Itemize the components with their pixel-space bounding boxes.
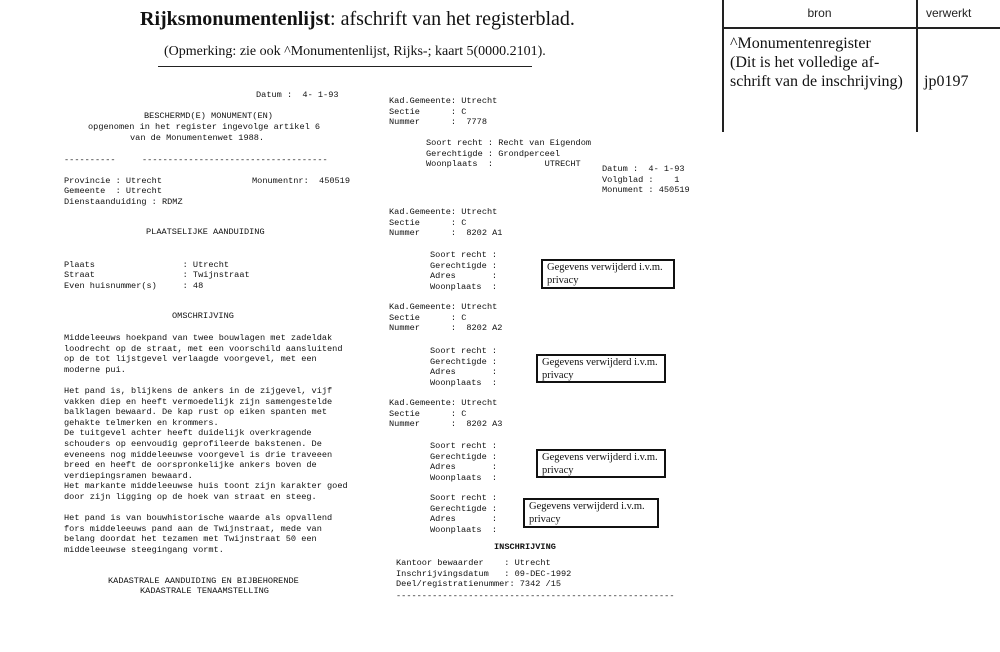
omschrijving-line: moderne pui. — [64, 364, 126, 375]
omschrijving-line: schouders op eenvoudig geprofileerde bakstenen. De — [64, 438, 322, 449]
kad-line: Sectie : C — [389, 312, 467, 323]
table-source-line: (Dit is het volledige af- — [730, 54, 880, 71]
omschrijving-line: breed en heeft de oorspronkelijke ankers boven de — [64, 460, 317, 471]
left-straat: Straat : Twijnstraat — [64, 270, 250, 280]
rights-label: Woonplaats : — [430, 377, 498, 388]
rights-labels-a3 — [430, 441, 497, 483]
rights-label: Gerechtigde : — [430, 356, 498, 367]
table-source-line: ^Monumentenregister — [730, 35, 871, 52]
table-col-source: bron — [807, 6, 832, 20]
privacy-box-a2 — [536, 354, 666, 383]
kad-line: Kad.Gemeente: Utrecht — [389, 398, 498, 408]
privacy-text: Gegevens verwijderd i.v.m. — [542, 357, 658, 368]
kad-line: Nummer : 8202 A2 — [389, 323, 503, 334]
privacy-text: privacy — [542, 464, 574, 476]
left-datum: Datum : 4- 1-93 — [256, 90, 339, 100]
kad-block-a2 — [389, 302, 502, 334]
omschrijving-line: gehakte telmerken en krommers. — [64, 417, 219, 428]
kad-line: Sectie : C — [389, 408, 467, 419]
rights-label: Soort recht : — [430, 250, 498, 260]
privacy-text: privacy — [547, 274, 579, 286]
kad-line: Kad.Gemeente: Utrecht — [389, 207, 498, 217]
title-bold: Rijksmonumentenlijst — [140, 8, 331, 30]
table-header-divider — [722, 27, 1000, 29]
kad-line: Nummer : 7778 — [389, 117, 487, 128]
meta-line: Volgblad : 1 — [602, 174, 680, 185]
rights-label: Soort recht : — [430, 441, 498, 451]
table-processed-cell: jp0197 — [924, 73, 969, 90]
left-plaatselijke: PLAATSELIJKE AANDUIDING — [146, 227, 265, 237]
left-heading-2: opgenomen in het register ingevolge artikel 6 — [88, 122, 321, 132]
left-heading-3: van de Monumentenwet 1988. — [130, 133, 265, 143]
left-plaats: Plaats : Utrecht — [64, 260, 230, 270]
rights-label: Soort recht : — [430, 493, 498, 503]
rights-label: Adres : — [430, 367, 498, 378]
rights-labels-a1 — [430, 250, 497, 292]
rights-line: Gerechtigde : Grondperceel — [426, 148, 561, 159]
omschrijving-line: belang doordat het tezamen met Twijnstraat 50 een — [64, 534, 317, 545]
rights-label: Woonplaats : — [430, 524, 498, 535]
omschrijving-line: Het pand is, blijkens de ankers in de zijgevel, vijf — [64, 385, 333, 396]
privacy-text: Gegevens verwijderd i.v.m. — [547, 262, 663, 273]
omschrijving-line: Het pand is van bouwhistorische waarde als opvallend — [64, 513, 333, 524]
table-source-line: schrift van de inschrijving) — [730, 73, 903, 90]
omschrijving-line: fors middeleeuws pand aan de Twijnstraat, mede van — [64, 523, 322, 534]
page-title — [140, 8, 575, 31]
right-meta — [602, 164, 690, 196]
omschrijving-line: middeleeuwse steegingang vormt. — [64, 544, 224, 555]
omschrijving-line: Het markante middeleeuwse huis toont zijn karakter goed — [64, 481, 348, 492]
kad-line: Nummer : 8202 A1 — [389, 228, 503, 239]
rights-line: Soort recht : Recht van Eigendom — [426, 138, 592, 148]
left-omschrijving-title: OMSCHRIJVING — [172, 311, 234, 321]
kad-block-a3 — [389, 398, 502, 430]
left-gemeente: Gemeente : Utrecht — [64, 186, 162, 196]
rights-label: Adres : — [430, 271, 498, 282]
kad-line: Sectie : C — [389, 106, 467, 117]
left-monumentnr: Monumentnr: 450519 — [252, 176, 350, 186]
rights-label: Woonplaats : — [430, 281, 498, 292]
rights-label: Gerechtigde : — [430, 503, 498, 514]
inschrijving-block — [396, 558, 571, 590]
kad-line: Kad.Gemeente: Utrecht — [389, 302, 498, 312]
rights-label: Adres : — [430, 514, 498, 525]
rights-label: Gerechtigde : — [430, 260, 498, 271]
privacy-box-a3 — [536, 449, 666, 478]
kad-line: Kad.Gemeente: Utrecht — [389, 96, 498, 106]
table-col-processed: verwerkt — [926, 6, 972, 20]
privacy-text: Gegevens verwijderd i.v.m. — [542, 452, 658, 463]
privacy-text: privacy — [542, 369, 574, 381]
meta-line: Datum : 4- 1-93 — [602, 164, 685, 174]
inschrijving-dashes: ------------------------------------------------------ — [396, 591, 675, 601]
header-note: (Opmerking: zie ook ^Monumentenlijst, Rijks-; kaart 5(0000.2101). — [164, 44, 546, 59]
rights-labels-a2 — [430, 346, 497, 388]
omschrijving-line: loodrecht op de straat, met een voorschild aansluitend — [64, 343, 343, 354]
rights-label: Adres : — [430, 462, 498, 473]
rights-label: Gerechtigde : — [430, 451, 498, 462]
inschrijving-line: Deel/registratienummer: 7342 /15 — [396, 579, 562, 590]
left-kadastrale-1: KADASTRALE AANDUIDING EN BIJBEHORENDE — [108, 576, 299, 586]
header-underline — [158, 66, 532, 67]
table-source-cell — [730, 34, 903, 91]
omschrijving-line: door zijn ligging op de hoek van straat en steeg. — [64, 491, 317, 502]
kad-block-a1 — [389, 207, 502, 239]
rights-line: Woonplaats : UTRECHT — [426, 159, 581, 170]
omschrijving-line: op de tot lijstgevel verlaagde voorgevel, met een — [64, 354, 317, 365]
kad-block-7778 — [389, 96, 497, 128]
kad-line: Sectie : C — [389, 217, 467, 228]
omschrijving-line: De tuitgevel achter heeft duidelijk overkragende — [64, 428, 312, 439]
privacy-box-extra — [523, 498, 659, 528]
inschrijving-line: Inschrijvingsdatum : 09-DEC-1992 — [396, 568, 572, 579]
rights-label: Woonplaats : — [430, 472, 498, 483]
rights-block-7778 — [426, 138, 591, 170]
rights-label: Soort recht : — [430, 346, 498, 356]
inschrijving-line: Kantoor bewaarder : Utrecht — [396, 558, 551, 568]
omschrijving-line: eveneens nog middeleeuwse voorgevel is drie traveeen — [64, 449, 333, 460]
left-provincie: Provincie : Utrecht — [64, 176, 162, 186]
left-dashes-short: ---------- — [64, 155, 116, 165]
omschrijving-line: vakken diep en heeft vermoedelijk zijn samengestelde — [64, 396, 333, 407]
privacy-box-a1 — [541, 259, 675, 289]
left-heading-1: BESCHERMD(E) MONUMENT(EN) — [144, 111, 273, 121]
omschrijving-line: verdiepingsramen bewaard. — [64, 470, 193, 481]
omschrijving-line: balklagen bewaard. De kap rust op eiken spanten met — [64, 407, 328, 418]
left-dienst: Dienstaanduiding : RDMZ — [64, 197, 183, 207]
omschrijving-line: Middeleeuws hoekpand van twee bouwlagen met zadeldak — [64, 333, 333, 343]
left-kadastrale-2: KADASTRALE TENAAMSTELLING — [140, 586, 269, 596]
left-omschrijving-text — [64, 333, 348, 555]
left-even: Even huisnummer(s) : 48 — [64, 281, 204, 291]
meta-line: Monument : 450519 — [602, 185, 690, 196]
privacy-text: privacy — [529, 513, 561, 525]
left-dashes-long: ------------------------------------ — [142, 155, 328, 165]
privacy-text: Gegevens verwijderd i.v.m. — [529, 501, 645, 512]
inschrijving-title: INSCHRIJVING — [494, 542, 556, 552]
rights-labels-extra — [430, 493, 497, 535]
title-rest: : afschrift van het registerblad. — [330, 8, 575, 30]
kad-line: Nummer : 8202 A3 — [389, 419, 503, 430]
